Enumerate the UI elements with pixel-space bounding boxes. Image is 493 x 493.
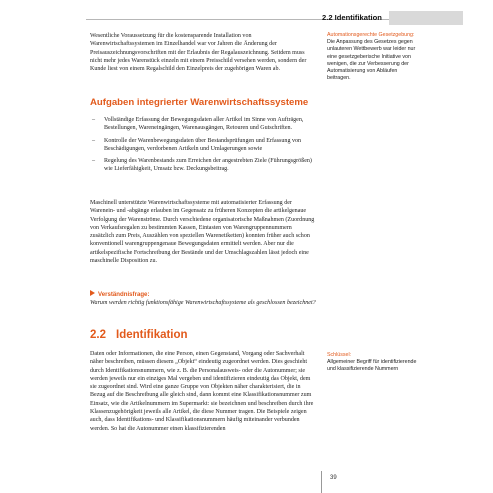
margin-note xyxy=(327,32,417,82)
body-paragraph xyxy=(90,199,316,265)
dash-bullet-icon: – xyxy=(92,137,96,144)
margin-note-text: Allgemeiner Begriff für identifizierende und klassifizierende Nummern xyxy=(327,359,417,373)
list-item xyxy=(90,137,316,154)
list-item-text: Vollständige Erfassung der Bewegungsdaten aller Artikel im Sinne von Aufträgen, Bestellungen, Wareneingängen, Warenausgängen, Retouren und Gutschriften. xyxy=(104,117,304,132)
margin-note-title: Schlüssel: xyxy=(327,352,352,358)
page-number: 39 xyxy=(330,475,337,481)
margin-note xyxy=(327,352,417,374)
comprehension-question xyxy=(90,290,316,308)
question-text: Warum werden richtig funktionsfähige Warenwirtschaftssysteme als geschlossen bezeichnet? xyxy=(90,300,316,307)
section-title: Identifikation xyxy=(116,329,188,341)
paragraph-text: Maschinell unterstützte Warenwirtschaftssysteme mit automatisierter Erfassung der Warenein- und -abgänge erlauben im Gegensatz zu früheren Konzepten die artikelgenaue Verfolgung der Warenströme. Durch verschiedene organisatorische Maßnahmen (Zuordnung von Verkaufsregalen zu bestimmten Kassen, Eintasten von Warengruppennummern zusätzlich zum Preis, Auszählen von speziellen Warenetiketten) konnten früher auch schon konventionell warengruppengenaue Bewegungsdaten ermittelt werden. Aber nur die artikelspezifische Fortschreibung der Bestände und der Umschlagszahlen lässt jedoch eine maschinelle Disposition zu. xyxy=(90,200,315,265)
triangle-bullet-icon xyxy=(90,290,95,296)
margin-note-text: Die Anpassung des Gesetzes gegen unlauteren Wettbewerb war leider nur eine gesetzgeberische Initiative von wenigen, die zur Verbesserung der Automatisierung von Abläufen beitragen. xyxy=(327,39,416,82)
dash-bullet-icon: – xyxy=(92,158,96,165)
task-list xyxy=(90,116,316,178)
dash-bullet-icon: – xyxy=(92,117,96,123)
intro-text: Wesentliche Voraussetzung für die kostensparende Installation von Warenwirtschaftssystemen im Einzelhandel war vor Jahren die Änderung der Preisauszeichnungsvorschriften mit der Erlaubnis der Regalauszeichnung. Seitdem muss nicht mehr jedes Warenstück einzeln mit einem Preisschild versehen werden, sondern der Kunde liest von einem Regalschild den Einzelpreis der zugehörigen Waren ab. xyxy=(90,33,307,73)
paragraph-text: Daten oder Informationen, die eine Person, einen Gegenstand, Vorgang oder Sachverhalt näher beschreiben, müssen diesem „Objekt“ eindeutig zugeordnet werden. Dies geschieht durch Identifikationsnummern, wie z. B. die Personalausweis- oder die Autonummer; sie werden jeweils nur ein einziges Mal vergeben und identifizieren eindeutig das Objekt, dem sie zugeordnet sind. Wird eine ganze Gruppe von Objekten näher charakterisiert, die in Bezug auf die Beschreibung alle gleich sind, dann kommt eine Klassifikationsnummer zum Einsatz, wie die Artikelnummern im Supermarkt: sie bezeichnen und beschreiben durch ihre Klassenzugehörigkeit jeweils alle Artikel, die diese Nummer tragen. Die Beispiele zeigen auch, dass Identifikations- und Klassifikationsnummern häufig miteinander verbunden werden. So hat die Autonummer einen klassifizierenden xyxy=(90,351,314,432)
section-heading xyxy=(90,327,320,343)
header-tab-block xyxy=(389,11,463,25)
section-number: 2.2 xyxy=(90,329,106,341)
intro-paragraph xyxy=(90,32,316,73)
running-header: 2.2 Identifikation xyxy=(322,13,382,22)
footer-divider xyxy=(321,471,322,493)
list-item-text: Regelung des Warenbestands zum Erreichen der angestrebten Ziele (Führungsgrößen) wie Lieferfähigkeit, Umsatz bzw. Deckungsbeitrag. xyxy=(104,158,312,173)
subheading: Aufgaben integrierter Warenwirtschaftssysteme xyxy=(90,97,309,108)
list-item xyxy=(90,116,316,133)
list-item xyxy=(90,157,316,174)
section-paragraph xyxy=(90,350,316,433)
question-label-text: Verständnisfrage: xyxy=(98,291,150,298)
list-item-text: Kontrolle der Warenbewegungsdaten über Bestandsprüfungen und Erfassung von Beschädigungen, verdorbenen Artikeln und Umlagerungen sowie xyxy=(104,137,302,152)
question-label xyxy=(90,290,316,299)
margin-note-title: Automationsgerechte Gesetzgebung: xyxy=(327,32,415,38)
